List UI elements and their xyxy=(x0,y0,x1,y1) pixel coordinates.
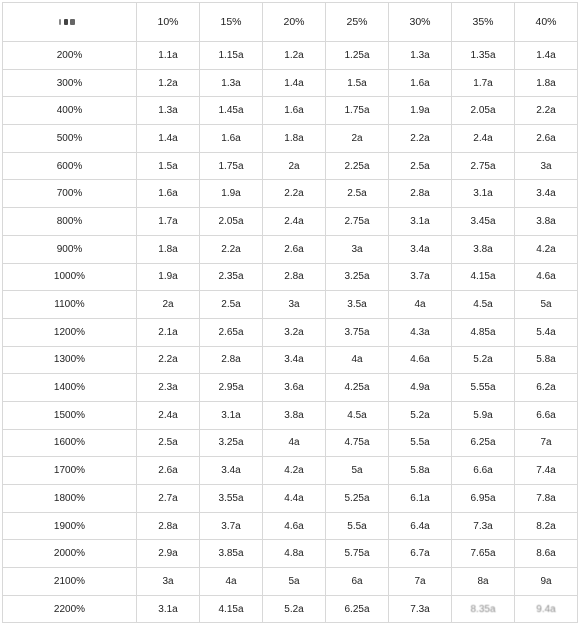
row-header: 1800% xyxy=(3,485,137,513)
row-header: 400% xyxy=(3,97,137,125)
table-cell: 4a xyxy=(326,346,389,374)
table-cell: 3.1a xyxy=(200,401,263,429)
table-cell: 7.3a xyxy=(452,512,515,540)
table-cell: 1.3a xyxy=(200,69,263,97)
table-cell: 1.5a xyxy=(137,152,200,180)
table-cell: 2.25a xyxy=(326,152,389,180)
table-cell: 5.25a xyxy=(326,485,389,513)
row-header: 1500% xyxy=(3,401,137,429)
table-cell: 5a xyxy=(326,457,389,485)
table-cell: 1.7a xyxy=(452,69,515,97)
table-cell: 5a xyxy=(263,568,326,596)
column-header: 15% xyxy=(200,3,263,42)
table-cell: 5.2a xyxy=(263,595,326,623)
table-cell: 5.5a xyxy=(326,512,389,540)
table-cell: 3.55a xyxy=(200,485,263,513)
table-row xyxy=(3,429,578,457)
column-header: 10% xyxy=(137,3,200,42)
row-header: 200% xyxy=(3,42,137,70)
column-header: 40% xyxy=(515,3,578,42)
table-row xyxy=(3,97,578,125)
table-cell: 7a xyxy=(389,568,452,596)
table-cell: 2.5a xyxy=(389,152,452,180)
table-row xyxy=(3,291,578,319)
column-header: 25% xyxy=(326,3,389,42)
table-cell: 3.1a xyxy=(137,595,200,623)
table-cell: 2.5a xyxy=(326,180,389,208)
table-cell: 2.75a xyxy=(452,152,515,180)
table-row xyxy=(3,263,578,291)
table-cell: 6.6a xyxy=(452,457,515,485)
table-cell: 3a xyxy=(326,235,389,263)
row-header: 700% xyxy=(3,180,137,208)
table-cell: 3.5a xyxy=(326,291,389,319)
corner-watermark-icon xyxy=(59,19,81,25)
table-cell: 3.1a xyxy=(389,208,452,236)
row-header: 1900% xyxy=(3,512,137,540)
table-cell: 6.4a xyxy=(389,512,452,540)
table-cell: 8.35a xyxy=(452,595,515,623)
table-cell: 8.2a xyxy=(515,512,578,540)
table-cell: 3.7a xyxy=(200,512,263,540)
table-cell: 1.35a xyxy=(452,42,515,70)
table-cell: 3.8a xyxy=(452,235,515,263)
table-cell: 2.8a xyxy=(200,346,263,374)
table-cell: 7.3a xyxy=(389,595,452,623)
table-cell: 3.8a xyxy=(263,401,326,429)
row-header: 300% xyxy=(3,69,137,97)
table-cell: 4.6a xyxy=(263,512,326,540)
table-cell: 3.25a xyxy=(200,429,263,457)
table-cell: 9a xyxy=(515,568,578,596)
table-cell: 3.75a xyxy=(326,318,389,346)
table-cell: 4.6a xyxy=(389,346,452,374)
table-row xyxy=(3,180,578,208)
table-cell: 2.1a xyxy=(137,318,200,346)
table-cell: 2.3a xyxy=(137,374,200,402)
table-cell: 2.2a xyxy=(263,180,326,208)
table-row xyxy=(3,595,578,623)
table-cell: 2.6a xyxy=(515,125,578,153)
table-cell: 5.5a xyxy=(389,429,452,457)
table-cell: 4.5a xyxy=(326,401,389,429)
table-cell: 4.6a xyxy=(515,263,578,291)
table-cell: 2.6a xyxy=(263,235,326,263)
table-cell: 2.05a xyxy=(452,97,515,125)
table-cell: 3.45a xyxy=(452,208,515,236)
table-cell: 2.7a xyxy=(137,485,200,513)
table-cell: 5.2a xyxy=(389,401,452,429)
table-cell: 1.5a xyxy=(326,69,389,97)
row-header: 1600% xyxy=(3,429,137,457)
table-cell: 5.2a xyxy=(452,346,515,374)
row-header: 1700% xyxy=(3,457,137,485)
table-cell: 3.25a xyxy=(326,263,389,291)
table-cell: 1.15a xyxy=(200,42,263,70)
table-cell: 4.3a xyxy=(389,318,452,346)
table-cell: 1.1a xyxy=(137,42,200,70)
row-header: 1200% xyxy=(3,318,137,346)
table-row xyxy=(3,540,578,568)
table-cell: 6.6a xyxy=(515,401,578,429)
table-cell: 2.65a xyxy=(200,318,263,346)
table-row xyxy=(3,346,578,374)
table-row xyxy=(3,125,578,153)
table-cell: 6.7a xyxy=(389,540,452,568)
table-cell: 6.1a xyxy=(389,485,452,513)
table-cell: 1.9a xyxy=(389,97,452,125)
table-row xyxy=(3,512,578,540)
table-cell: 2.6a xyxy=(137,457,200,485)
table-cell: 1.9a xyxy=(137,263,200,291)
table-cell: 3.4a xyxy=(263,346,326,374)
column-header: 35% xyxy=(452,3,515,42)
table-cell: 1.4a xyxy=(137,125,200,153)
column-header: 20% xyxy=(263,3,326,42)
table-cell: 2.9a xyxy=(137,540,200,568)
table-row xyxy=(3,401,578,429)
table-cell: 1.2a xyxy=(137,69,200,97)
table-cell: 2.4a xyxy=(452,125,515,153)
row-header: 2000% xyxy=(3,540,137,568)
table-cell: 6.95a xyxy=(452,485,515,513)
table-cell: 2.8a xyxy=(263,263,326,291)
table-cell: 2.2a xyxy=(515,97,578,125)
table-cell: 4.2a xyxy=(263,457,326,485)
multiplier-table xyxy=(2,2,578,623)
table-row xyxy=(3,318,578,346)
table-cell: 5.9a xyxy=(452,401,515,429)
table-row xyxy=(3,374,578,402)
row-header: 1100% xyxy=(3,291,137,319)
row-header: 1000% xyxy=(3,263,137,291)
table-cell: 2a xyxy=(326,125,389,153)
table-cell: 4.5a xyxy=(452,291,515,319)
table-cell: 3.4a xyxy=(389,235,452,263)
table-cell: 2a xyxy=(263,152,326,180)
table-cell: 2.5a xyxy=(200,291,263,319)
table-cell: 1.4a xyxy=(263,69,326,97)
row-header: 500% xyxy=(3,125,137,153)
table-cell: 4.8a xyxy=(263,540,326,568)
table-cell: 1.8a xyxy=(137,235,200,263)
table-cell: 7.4a xyxy=(515,457,578,485)
table-cell: 4.15a xyxy=(452,263,515,291)
table-cell: 3.85a xyxy=(200,540,263,568)
table-cell: 7a xyxy=(515,429,578,457)
table-cell: 8a xyxy=(452,568,515,596)
row-header: 900% xyxy=(3,235,137,263)
table-cell: 1.75a xyxy=(200,152,263,180)
table-cell: 2.8a xyxy=(389,180,452,208)
column-header: 30% xyxy=(389,3,452,42)
table-cell: 7.8a xyxy=(515,485,578,513)
table-cell: 2.4a xyxy=(263,208,326,236)
table-cell: 1.6a xyxy=(200,125,263,153)
table-row xyxy=(3,457,578,485)
table-cell: 5.8a xyxy=(389,457,452,485)
table-cell: 3.7a xyxy=(389,263,452,291)
table-cell: 1.3a xyxy=(137,97,200,125)
table-cell: 2.05a xyxy=(200,208,263,236)
table-cell: 7.65a xyxy=(452,540,515,568)
table-cell: 2.2a xyxy=(389,125,452,153)
table-cell: 4a xyxy=(200,568,263,596)
table-cell: 2.4a xyxy=(137,401,200,429)
table-row xyxy=(3,208,578,236)
table-cell: 3a xyxy=(263,291,326,319)
row-header: 600% xyxy=(3,152,137,180)
table-cell: 2.2a xyxy=(137,346,200,374)
table-cell: 9.4a xyxy=(515,595,578,623)
table-cell: 6.25a xyxy=(326,595,389,623)
table-cell: 1.8a xyxy=(515,69,578,97)
table-cell: 3.4a xyxy=(515,180,578,208)
table-row xyxy=(3,152,578,180)
table-cell: 4.75a xyxy=(326,429,389,457)
table-cell: 1.3a xyxy=(389,42,452,70)
table-row xyxy=(3,42,578,70)
table-cell: 5a xyxy=(515,291,578,319)
table-cell: 5.8a xyxy=(515,346,578,374)
table-cell: 6.2a xyxy=(515,374,578,402)
table-cell: 1.6a xyxy=(389,69,452,97)
table-cell: 8.6a xyxy=(515,540,578,568)
table-cell: 2.2a xyxy=(200,235,263,263)
table-cell: 6.25a xyxy=(452,429,515,457)
table-cell: 6a xyxy=(326,568,389,596)
table-cell: 4.15a xyxy=(200,595,263,623)
table-cell: 4.2a xyxy=(515,235,578,263)
table-cell: 2.95a xyxy=(200,374,263,402)
row-header: 800% xyxy=(3,208,137,236)
table-cell: 3.1a xyxy=(452,180,515,208)
table-cell: 1.9a xyxy=(200,180,263,208)
table-cell: 3a xyxy=(137,568,200,596)
corner-cell xyxy=(3,3,137,42)
table-cell: 2a xyxy=(137,291,200,319)
table-cell: 5.4a xyxy=(515,318,578,346)
table-cell: 2.8a xyxy=(137,512,200,540)
row-header: 2200% xyxy=(3,595,137,623)
table-cell: 4.85a xyxy=(452,318,515,346)
table-row xyxy=(3,69,578,97)
table-cell: 4.9a xyxy=(389,374,452,402)
table-row xyxy=(3,235,578,263)
table-cell: 1.75a xyxy=(326,97,389,125)
table-cell: 2.5a xyxy=(137,429,200,457)
table-cell: 4.25a xyxy=(326,374,389,402)
table-cell: 1.25a xyxy=(326,42,389,70)
header-row xyxy=(3,3,578,42)
table-cell: 3.4a xyxy=(200,457,263,485)
table-cell: 1.6a xyxy=(137,180,200,208)
table-row xyxy=(3,485,578,513)
table-cell: 4a xyxy=(263,429,326,457)
table-cell: 3.2a xyxy=(263,318,326,346)
table-cell: 3.8a xyxy=(515,208,578,236)
table-cell: 4.4a xyxy=(263,485,326,513)
table-cell: 5.55a xyxy=(452,374,515,402)
table-cell: 2.35a xyxy=(200,263,263,291)
table-cell: 4a xyxy=(389,291,452,319)
table-cell: 3.6a xyxy=(263,374,326,402)
table-cell: 5.75a xyxy=(326,540,389,568)
table-cell: 1.45a xyxy=(200,97,263,125)
table-cell: 1.6a xyxy=(263,97,326,125)
table-row xyxy=(3,568,578,596)
table-cell: 1.2a xyxy=(263,42,326,70)
row-header: 1400% xyxy=(3,374,137,402)
table-cell: 1.4a xyxy=(515,42,578,70)
table-cell: 3a xyxy=(515,152,578,180)
table-cell: 2.75a xyxy=(326,208,389,236)
table-cell: 1.7a xyxy=(137,208,200,236)
row-header: 2100% xyxy=(3,568,137,596)
row-header: 1300% xyxy=(3,346,137,374)
table-cell: 1.8a xyxy=(263,125,326,153)
